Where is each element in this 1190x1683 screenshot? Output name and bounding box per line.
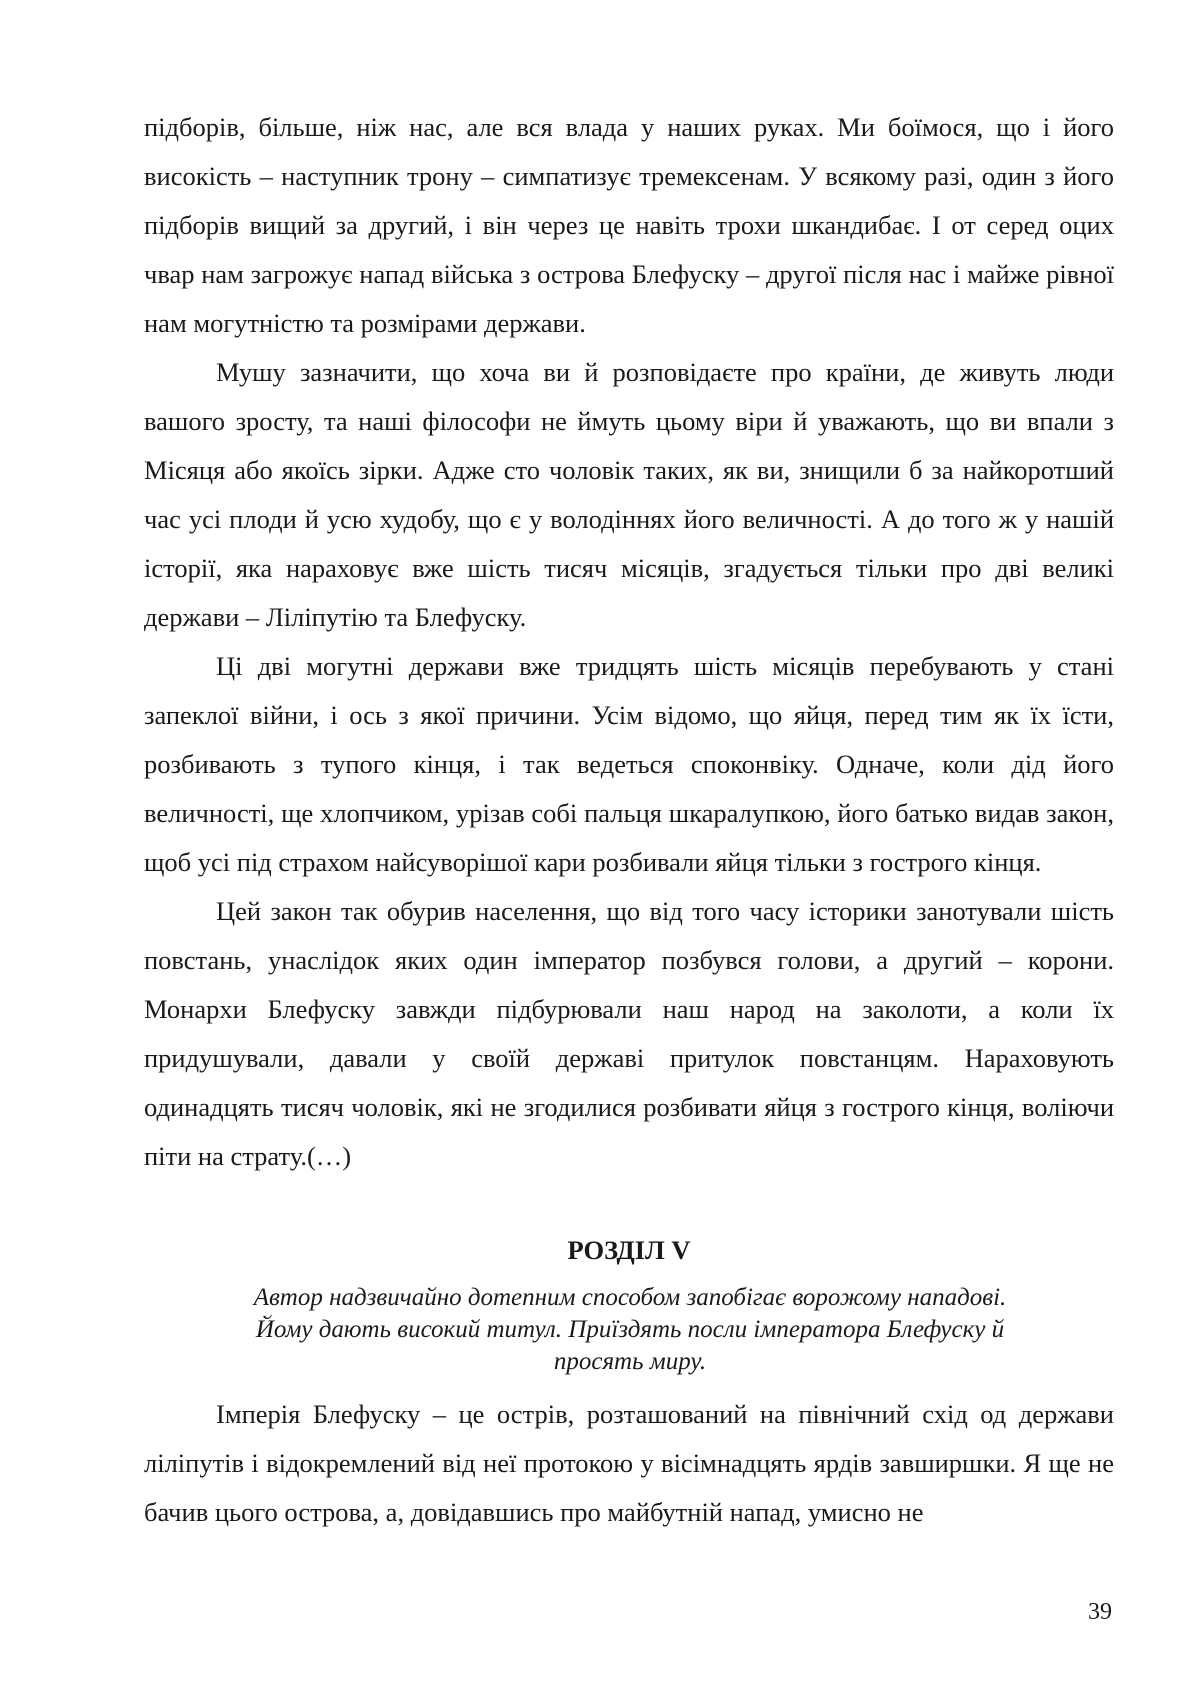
- paragraph-2: Мушу зазначити, що хоча ви й розповідаєте про країни, де живуть люди вашого зросту, та наші філософи не ймуть цьому віри й уважають, що ви впали з Місяця або якоїсь зірки. Адже сто чоловік таких, як ви, знищили б за найкоротший час усі плоди й усю худобу, що є у володіннях його величності. А до того ж у нашій історії, яка нараховує вже шість тисяч місяців, згадується тільки про дві великі держави – Ліліпутію та Блефуску.: [144, 357, 1114, 632]
- paragraph-5: Імперія Блефуску – це острів, розташований на північний схід од держави ліліпутів і відокремлений від неї протокою у вісімнадцять ярдів завширшки. Я ще не бачив цього острова, а, довідавшись про майбутній напад, умисно не: [144, 1399, 1114, 1527]
- chapter-summary-line-1: Автор надзвичайно дотепним способом запобігає ворожому нападові.: [253, 1284, 1007, 1311]
- paragraph-4: Цей закон так обурив населення, що від того часу історики занотували шість повстань, унаслідок яких один імператор позбувся голови, а другий – корони. Монархи Блефуску завжди підбурювали наш народ на заколоти, а коли їх придушували, давали у своїй державі притулок повстанцям. Нараховують одинадцять тисяч чоловік, які не згодилися розбивати яйця з гострого кінця, воліючи піти на страту.(…): [144, 896, 1114, 1171]
- chapter-summary: [180, 1282, 1080, 1378]
- body-text-top: [144, 103, 1114, 1181]
- chapter-heading: РОЗДІЛ V: [567, 1235, 691, 1265]
- page-number: 39: [1088, 1599, 1112, 1625]
- paragraph-3: Ці дві могутні держави вже тридцять шість місяців перебувають у стані запеклої війни, і ось з якої причини. Усім відомо, що яйця, перед тим як їх їсти, розбивають з тупого кінця, і так ведеться споконвіку. Одначе, коли дід його величності, ще хлопчиком, урізав собі пальця шкаралупкою, його батько видав закон, щоб усі під страхом найсуворішої кари розбивали яйця тільки з гострого кінця.: [144, 651, 1114, 877]
- paragraph-1: підборів, більше, ніж нас, але вся влада у наших руках. Ми боїмося, що і його високість – наступник трону – симпатизує тремексенам. У всякому разі, один з його підборів вищий за другий, і він через це навіть трохи шкандибає. І от серед оцих чвар нам загрожує напад війська з острова Блефуску – другої після нас і майже рівної нам могутністю та розмірами держави.: [144, 112, 1114, 338]
- body-text-bottom: [144, 1390, 1114, 1537]
- chapter-summary-line-3: просять миру.: [553, 1348, 707, 1375]
- chapter-summary-line-2: Йому дають високий титул. Приїздять посли імператора Блефуску й: [255, 1316, 1005, 1343]
